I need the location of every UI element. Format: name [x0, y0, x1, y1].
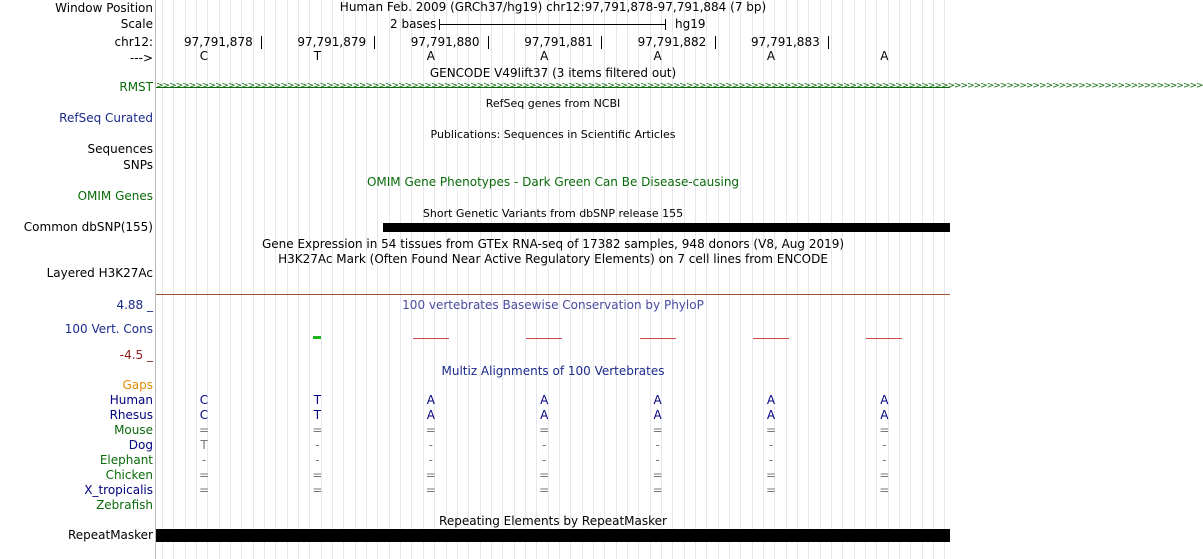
alignment-base: -	[768, 438, 774, 452]
reference-base: A	[653, 49, 662, 63]
alignment-base: A	[880, 393, 889, 407]
reference-base: C	[199, 49, 209, 63]
track-label-snps[interactable]: SNPs	[123, 158, 153, 172]
phylop-score-mark	[866, 338, 902, 339]
dbsnp-track-title: Short Genetic Variants from dbSNP release 155	[422, 207, 684, 220]
gtex-track-title: Gene Expression in 54 tissues from GTEx RNA-seq of 17382 samples, 948 donors (V8, Aug 2019)	[261, 237, 845, 251]
alignment-base: T	[313, 393, 322, 407]
ruler-tick	[488, 36, 489, 49]
alignment-base: C	[199, 408, 209, 422]
track-label-dbsnp[interactable]: Common dbSNP(155)	[23, 220, 153, 234]
ruler-position-label: 97,791,882	[637, 35, 707, 49]
track-label-sequences[interactable]: Sequences	[87, 142, 153, 156]
ruler-position-label: 97,791,883	[751, 35, 820, 49]
species-label: Elephant	[99, 453, 153, 467]
alignment-base: =	[198, 468, 210, 482]
track-label-rmst[interactable]: RMST	[119, 80, 153, 94]
alignment-base: -	[428, 453, 433, 467]
alignment-base: -	[542, 453, 547, 467]
species-label: Mouse	[114, 423, 153, 437]
alignment-base: =	[198, 483, 210, 497]
species-label: Zebrafish	[96, 498, 153, 512]
alignment-base: T	[200, 438, 208, 452]
reference-base: A	[766, 49, 776, 63]
assembly-position-text: Human Feb. 2009 (GRCh37/hg19) chr12:97,791,878-97,791,884 (7 bp)	[339, 0, 767, 14]
track-label-repeatmasker[interactable]: RepeatMasker	[67, 528, 153, 542]
ruler-position-label: 97,791,880	[410, 35, 480, 49]
repeatmasker-track-title: Repeating Elements by RepeatMasker	[439, 514, 667, 528]
publications-track-title: Publications: Sequences in Scientific Articles	[430, 128, 676, 141]
species-label: Human	[109, 393, 153, 407]
ruler-position-label: 97,791,879	[297, 35, 367, 49]
alignment-base: =	[312, 468, 323, 482]
alignment-base: -	[428, 438, 433, 452]
phylop-score-mark	[753, 338, 789, 339]
alignment-base: -	[201, 453, 207, 467]
phylop-max-value: 4.88 _	[116, 298, 153, 312]
phylop-score-mark	[313, 336, 321, 339]
track-label-omim[interactable]: OMIM Genes	[77, 189, 153, 203]
scale-label: Scale	[120, 17, 153, 31]
reference-base: A	[426, 49, 435, 63]
phylop-track-title: 100 vertebrates Basewise Conservation by PhyloP	[402, 298, 704, 312]
reference-base: A	[540, 49, 549, 63]
alignment-base: A	[880, 408, 889, 422]
scale-bases-text: 2 bases	[390, 17, 437, 31]
alignment-base: A	[540, 408, 549, 422]
track-label-gaps: Gaps	[122, 378, 153, 392]
alignment-base: -	[768, 453, 774, 467]
alignment-base: =	[765, 423, 777, 437]
track-image[interactable]	[156, 0, 1203, 559]
alignment-base: =	[879, 423, 890, 437]
ruler-tick	[374, 36, 375, 49]
phylop-score-mark	[413, 338, 449, 339]
alignment-base: =	[652, 468, 663, 482]
alignment-base: A	[766, 393, 776, 407]
alignment-base: A	[540, 393, 549, 407]
alignment-base: =	[539, 483, 550, 497]
multiz-track-title: Multiz Alignments of 100 Vertebrates	[441, 364, 665, 378]
alignment-base: =	[652, 483, 663, 497]
ruler-position-label: 97,791,878	[184, 35, 253, 49]
scale-db-text: hg19	[675, 17, 706, 31]
alignment-base: A	[653, 393, 662, 407]
species-label: X_tropicalis	[84, 483, 153, 497]
alignment-base: =	[879, 468, 890, 482]
ruler-tick	[261, 36, 262, 49]
alignment-base: =	[652, 423, 663, 437]
track-label-h3k27ac[interactable]: Layered H3K27Ac	[46, 266, 153, 280]
reference-base: T	[313, 49, 322, 63]
species-label: Chicken	[105, 468, 153, 482]
reference-base: A	[880, 49, 889, 63]
alignment-base: =	[425, 483, 436, 497]
alignment-base: A	[766, 408, 776, 422]
chrom-label: chr12:	[114, 35, 153, 49]
alignment-base: -	[315, 438, 320, 452]
alignment-base: A	[653, 408, 662, 422]
alignment-base: A	[426, 393, 435, 407]
ruler-tick	[715, 36, 716, 49]
gencode-track-title: GENCODE V49lift37 (3 items filtered out)	[429, 66, 677, 80]
repeatmasker-feature-bar[interactable]	[156, 529, 950, 542]
alignment-base: C	[199, 393, 209, 407]
alignment-base: -	[882, 453, 887, 467]
alignment-base: =	[539, 423, 550, 437]
ruler-tick	[601, 36, 602, 49]
alignment-base: =	[425, 468, 436, 482]
dbsnp-feature-bar[interactable]	[383, 223, 950, 232]
omim-track-title: OMIM Gene Phenotypes - Dark Green Can Be Disease-causing	[366, 175, 740, 189]
ruler-tick	[828, 36, 829, 49]
alignment-base: -	[655, 438, 660, 452]
rmst-strand-chevrons: >>>>>>>>>>>>>>>>>>>>>>>>>>>>>>>>>>>>>>>>>>>>>>>>>>>>>>>>>>>>>>>>>>>>>>>>>>>>>>>>>>>>>>>>>>>>>>>>>>>>>>>>>>>>>>>>>>>>>>>>>>>>>>>>>>>>>>>>>>>>>>>>>>>>>>>>>>>>>>>>	[156, 81, 1203, 91]
phylop-score-mark	[526, 338, 562, 339]
alignment-base: -	[882, 438, 887, 452]
alignment-base: A	[426, 408, 435, 422]
alignment-base: =	[425, 423, 436, 437]
alignment-base: =	[879, 483, 890, 497]
species-label: Dog	[128, 438, 153, 452]
alignment-base: =	[312, 483, 323, 497]
phylop-score-mark	[640, 338, 676, 339]
window-position-label: Window Position	[55, 1, 153, 15]
refseq-track-title: RefSeq genes from NCBI	[485, 97, 621, 110]
alignment-base: =	[312, 423, 323, 437]
alignment-base: =	[539, 468, 550, 482]
alignment-base: T	[313, 408, 322, 422]
strand-label: --->	[129, 51, 153, 65]
track-label-phylop[interactable]: 100 Vert. Cons	[64, 322, 153, 336]
alignment-base: -	[542, 438, 547, 452]
alignment-base: =	[198, 423, 210, 437]
ruler-position-label: 97,791,881	[524, 35, 593, 49]
track-label-refseq[interactable]: RefSeq Curated	[59, 111, 153, 125]
alignment-base: =	[765, 483, 777, 497]
phylop-min-value: -4.5 _	[119, 348, 153, 362]
h3k27ac-track-title: H3K27Ac Mark (Often Found Near Active Regulatory Elements) on 7 cell lines from ENCODE	[278, 252, 828, 266]
scale-bar	[439, 24, 666, 25]
alignment-base: -	[315, 453, 320, 467]
h3k27ac-signal-baseline	[156, 294, 950, 295]
species-label: Rhesus	[109, 408, 153, 422]
alignment-base: -	[655, 453, 660, 467]
alignment-base: =	[765, 468, 777, 482]
